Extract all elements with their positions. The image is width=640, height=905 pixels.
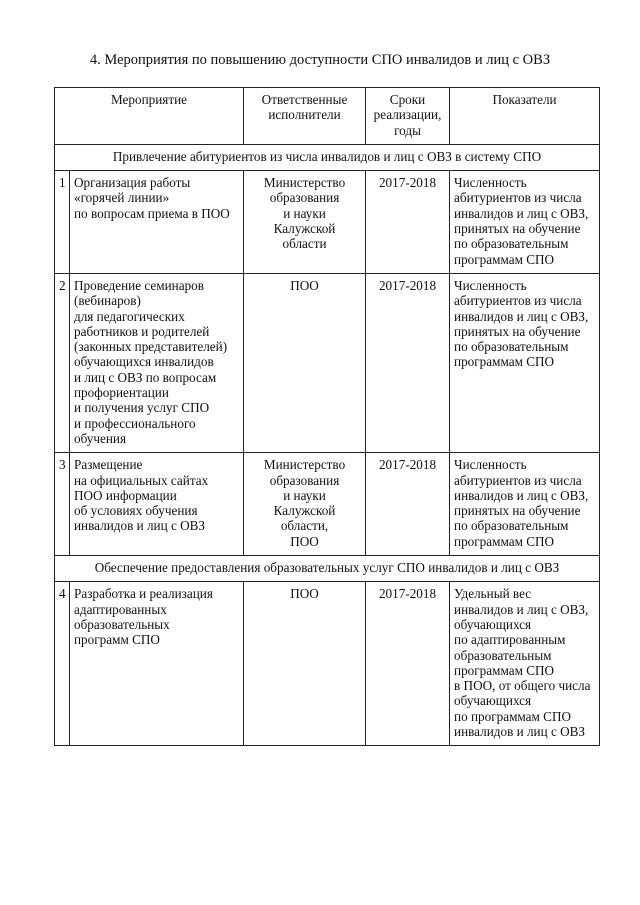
indicator-line: инвалидов и лиц с ОВЗ, bbox=[454, 487, 589, 503]
responsible-line: ПОО bbox=[290, 277, 319, 293]
indicator-line: по образовательным bbox=[454, 236, 569, 252]
event-line: (законных представителей) bbox=[74, 339, 228, 355]
indicator-line: программам СПО bbox=[454, 251, 555, 267]
indicator-line: образовательным bbox=[454, 647, 552, 663]
measures-table bbox=[54, 87, 600, 746]
section-title: Обеспечение предоставления образовательных услуг СПО инвалидов и лиц с ОВЗ bbox=[55, 556, 600, 582]
header-responsible-line: исполнители bbox=[268, 107, 341, 123]
indicator-line: принятых на обучение bbox=[454, 323, 581, 339]
event-line: Разработка и реализация bbox=[74, 586, 213, 602]
event-line: программ СПО bbox=[74, 632, 160, 648]
header-terms bbox=[366, 88, 450, 145]
responsible-line: области bbox=[282, 236, 327, 252]
indicator-cell bbox=[450, 171, 600, 274]
indicator-line: абитуриентов из числа bbox=[454, 293, 582, 309]
responsible-line: области, bbox=[280, 518, 329, 534]
event-line: Проведение семинаров bbox=[74, 277, 204, 293]
event-cell bbox=[70, 582, 244, 746]
indicator-line: инвалидов и лиц с ОВЗ, bbox=[454, 205, 589, 221]
responsible-line: Министерство bbox=[263, 175, 346, 191]
indicator-line: инвалидов и лиц с ОВЗ bbox=[454, 723, 586, 739]
event-line: адаптированных bbox=[74, 601, 167, 617]
indicator-line: абитуриентов из числа bbox=[454, 472, 582, 488]
event-line: образовательных bbox=[74, 616, 170, 632]
section-title: Привлечение абитуриентов из числа инвалидов и лиц с ОВЗ в систему СПО bbox=[55, 144, 600, 170]
terms-cell: 2017-2018 bbox=[366, 453, 450, 556]
indicator-line: инвалидов и лиц с ОВЗ, bbox=[454, 308, 589, 324]
header-responsible-line: Ответственные bbox=[261, 92, 348, 107]
event-line: для педагогических bbox=[74, 308, 185, 324]
responsible-line: образования bbox=[269, 190, 340, 206]
indicator-line: по образовательным bbox=[454, 518, 569, 534]
responsible-line: и науки bbox=[283, 487, 326, 503]
event-line: обучающихся инвалидов bbox=[74, 354, 214, 370]
table-row bbox=[55, 273, 600, 452]
indicator-line: по адаптированным bbox=[454, 632, 566, 648]
indicator-line: Численность bbox=[454, 457, 527, 473]
section-row bbox=[55, 556, 600, 582]
header-responsible bbox=[244, 88, 366, 145]
row-number: 2 bbox=[55, 273, 70, 452]
indicator-line: принятых на обучение bbox=[454, 221, 581, 237]
event-line: и лиц с ОВЗ по вопросам bbox=[74, 369, 217, 385]
terms-cell: 2017-2018 bbox=[366, 171, 450, 274]
table-header-row bbox=[55, 88, 600, 145]
terms-cell: 2017-2018 bbox=[366, 273, 450, 452]
indicator-line: принятых на обучение bbox=[454, 503, 581, 519]
event-line: по вопросам приема в ПОО bbox=[74, 205, 230, 221]
event-line: работников и родителей bbox=[74, 323, 210, 339]
event-line: инвалидов и лиц с ОВЗ bbox=[74, 518, 206, 534]
row-number: 4 bbox=[55, 582, 70, 746]
indicator-line: по программам СПО bbox=[454, 708, 572, 724]
indicator-cell bbox=[450, 582, 600, 746]
indicator-line: в ПОО, от общего числа bbox=[454, 678, 591, 694]
event-line: Организация работы bbox=[74, 175, 191, 191]
indicator-line: Удельный вес bbox=[454, 586, 532, 602]
indicator-line: инвалидов и лиц с ОВЗ, bbox=[454, 601, 589, 617]
indicator-line: программам СПО bbox=[454, 533, 555, 549]
responsible-line: образования bbox=[269, 472, 340, 488]
event-line: Размещение bbox=[74, 457, 143, 473]
event-line: ПОО информации bbox=[74, 487, 177, 503]
header-terms-line: реализации, bbox=[373, 107, 442, 123]
responsible-line: ПОО bbox=[290, 533, 319, 549]
indicator-line: абитуриентов из числа bbox=[454, 190, 582, 206]
indicator-line: обучающихся bbox=[454, 693, 532, 709]
header-terms-line: годы bbox=[394, 122, 421, 138]
table-row bbox=[55, 582, 600, 746]
indicator-line: по образовательным bbox=[454, 339, 569, 355]
indicator-line: обучающихся bbox=[454, 616, 532, 632]
header-event: Мероприятие bbox=[55, 88, 244, 145]
header-terms-line: Сроки bbox=[389, 92, 426, 107]
responsible-cell bbox=[244, 171, 366, 274]
event-line: на официальных сайтах bbox=[74, 472, 209, 488]
responsible-cell bbox=[244, 582, 366, 746]
event-line: обучения bbox=[74, 430, 127, 446]
event-cell bbox=[70, 273, 244, 452]
indicator-cell bbox=[450, 453, 600, 556]
responsible-line: Министерство bbox=[263, 457, 346, 473]
row-number: 1 bbox=[55, 171, 70, 274]
table-body bbox=[55, 144, 600, 745]
event-line: (вебинаров) bbox=[74, 293, 141, 309]
indicator-line: Численность bbox=[454, 277, 527, 293]
event-line: и профессионального bbox=[74, 415, 196, 431]
responsible-line: Калужской bbox=[273, 221, 336, 237]
indicator-line: Численность bbox=[454, 175, 527, 191]
row-number: 3 bbox=[55, 453, 70, 556]
indicator-line: программам СПО bbox=[454, 354, 555, 370]
event-cell bbox=[70, 171, 244, 274]
responsible-line: и науки bbox=[283, 205, 326, 221]
event-line: и получения услуг СПО bbox=[74, 400, 210, 416]
responsible-cell bbox=[244, 273, 366, 452]
responsible-cell bbox=[244, 453, 366, 556]
terms-cell: 2017-2018 bbox=[366, 582, 450, 746]
responsible-line: Калужской bbox=[273, 503, 336, 519]
table-row bbox=[55, 171, 600, 274]
responsible-line: ПОО bbox=[290, 586, 319, 602]
table-row bbox=[55, 453, 600, 556]
indicator-cell bbox=[450, 273, 600, 452]
event-cell bbox=[70, 453, 244, 556]
header-indicators: Показатели bbox=[450, 88, 600, 145]
event-line: профориентации bbox=[74, 385, 169, 401]
page-title: 4. Мероприятия по повышению доступности СПО инвалидов и лиц с ОВЗ bbox=[89, 52, 551, 68]
event-line: «горячей линии» bbox=[74, 190, 170, 206]
section-row bbox=[55, 144, 600, 170]
event-line: об условиях обучения bbox=[74, 503, 198, 519]
indicator-line: программам СПО bbox=[454, 662, 555, 678]
